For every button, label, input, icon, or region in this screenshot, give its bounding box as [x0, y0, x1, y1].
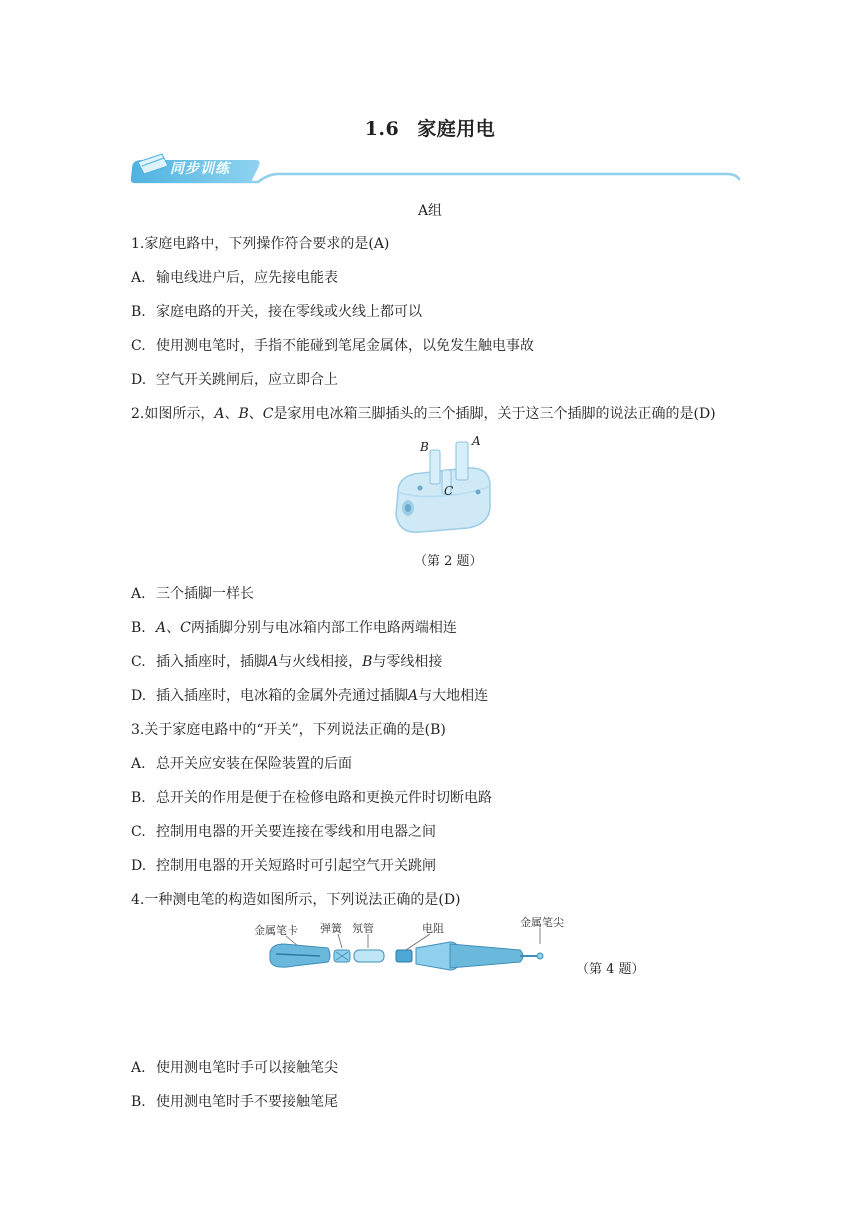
question-4-stem: 4.一种测电笔的构造如图所示，下列说法正确的是(D) — [131, 892, 461, 908]
label-resistor: 电阻 — [422, 922, 444, 935]
q2-option-d: D. 插入插座时，电冰箱的金属外壳通过插脚A与大地相连 — [131, 688, 489, 704]
question-1-stem: 1.家庭电路中，下列操作符合要求的是(A) — [131, 236, 390, 252]
label-metal-clip: 金属笔卡 — [254, 924, 298, 937]
pin-label-a: A — [472, 434, 481, 448]
q3-option-a: A. 总开关应安装在保险装置的后面 — [131, 756, 352, 772]
three-pin-plug-figure — [390, 430, 500, 540]
q4-option-a: A. 使用测电笔时手可以接触笔尖 — [131, 1060, 338, 1076]
question-3-stem: 3.关于家庭电路中的“开关”，下列说法正确的是(B) — [131, 722, 446, 738]
q1-option-a: A. 输电线进户后，应先接电能表 — [131, 270, 338, 286]
group-heading: A组 — [417, 203, 443, 219]
section-title: 家庭用电 — [417, 118, 496, 140]
q2-option-a: A. 三个插脚一样长 — [131, 586, 254, 602]
pin-label-c: C — [444, 484, 454, 498]
q3-option-d: D. 控制用电器的开关短路时可引起空气开关跳闸 — [131, 858, 436, 874]
label-metal-tip: 金属笔尖 — [520, 916, 564, 929]
q3-option-c: C. 控制用电器的开关要连接在零线和用电器之间 — [131, 824, 436, 840]
label-spring: 弹簧 — [320, 922, 342, 935]
q1-option-b: B. 家庭电路的开关，接在零线或火线上都可以 — [131, 304, 422, 320]
question-2-stem: 2.如图所示，A、B、C是家用电冰箱三脚插头的三个插脚，关于这三个插脚的说法正确的是(D) — [131, 406, 716, 422]
label-neon-tube: 氖管 — [352, 922, 374, 935]
q4-option-b: B. 使用测电笔时手不要接触笔尾 — [131, 1094, 338, 1110]
page-title — [0, 114, 860, 141]
q3-option-b: B. 总开关的作用是便于在检修电路和更换元件时切断电路 — [131, 790, 492, 806]
q2-option-b: B. A、C两插脚分别与电冰箱内部工作电路两端相连 — [131, 620, 457, 636]
banner-label: 同步训练 — [170, 161, 230, 177]
q1-option-d: D. 空气开关跳闸后，应立即合上 — [131, 372, 338, 388]
figure-2-caption: （第 2 题） — [414, 554, 483, 569]
q2-option-c: C. 插入插座时，插脚A与火线相接，B与零线相接 — [131, 654, 443, 670]
pin-label-b: B — [420, 440, 429, 454]
section-number: 1.6 — [364, 118, 400, 140]
test-pen-figure — [250, 912, 570, 982]
sync-training-banner — [128, 152, 740, 186]
figure-4-caption: （第 4 题） — [576, 962, 645, 977]
q1-option-c: C. 使用测电笔时，手指不能碰到笔尾金属体，以免发生触电事故 — [131, 338, 534, 354]
